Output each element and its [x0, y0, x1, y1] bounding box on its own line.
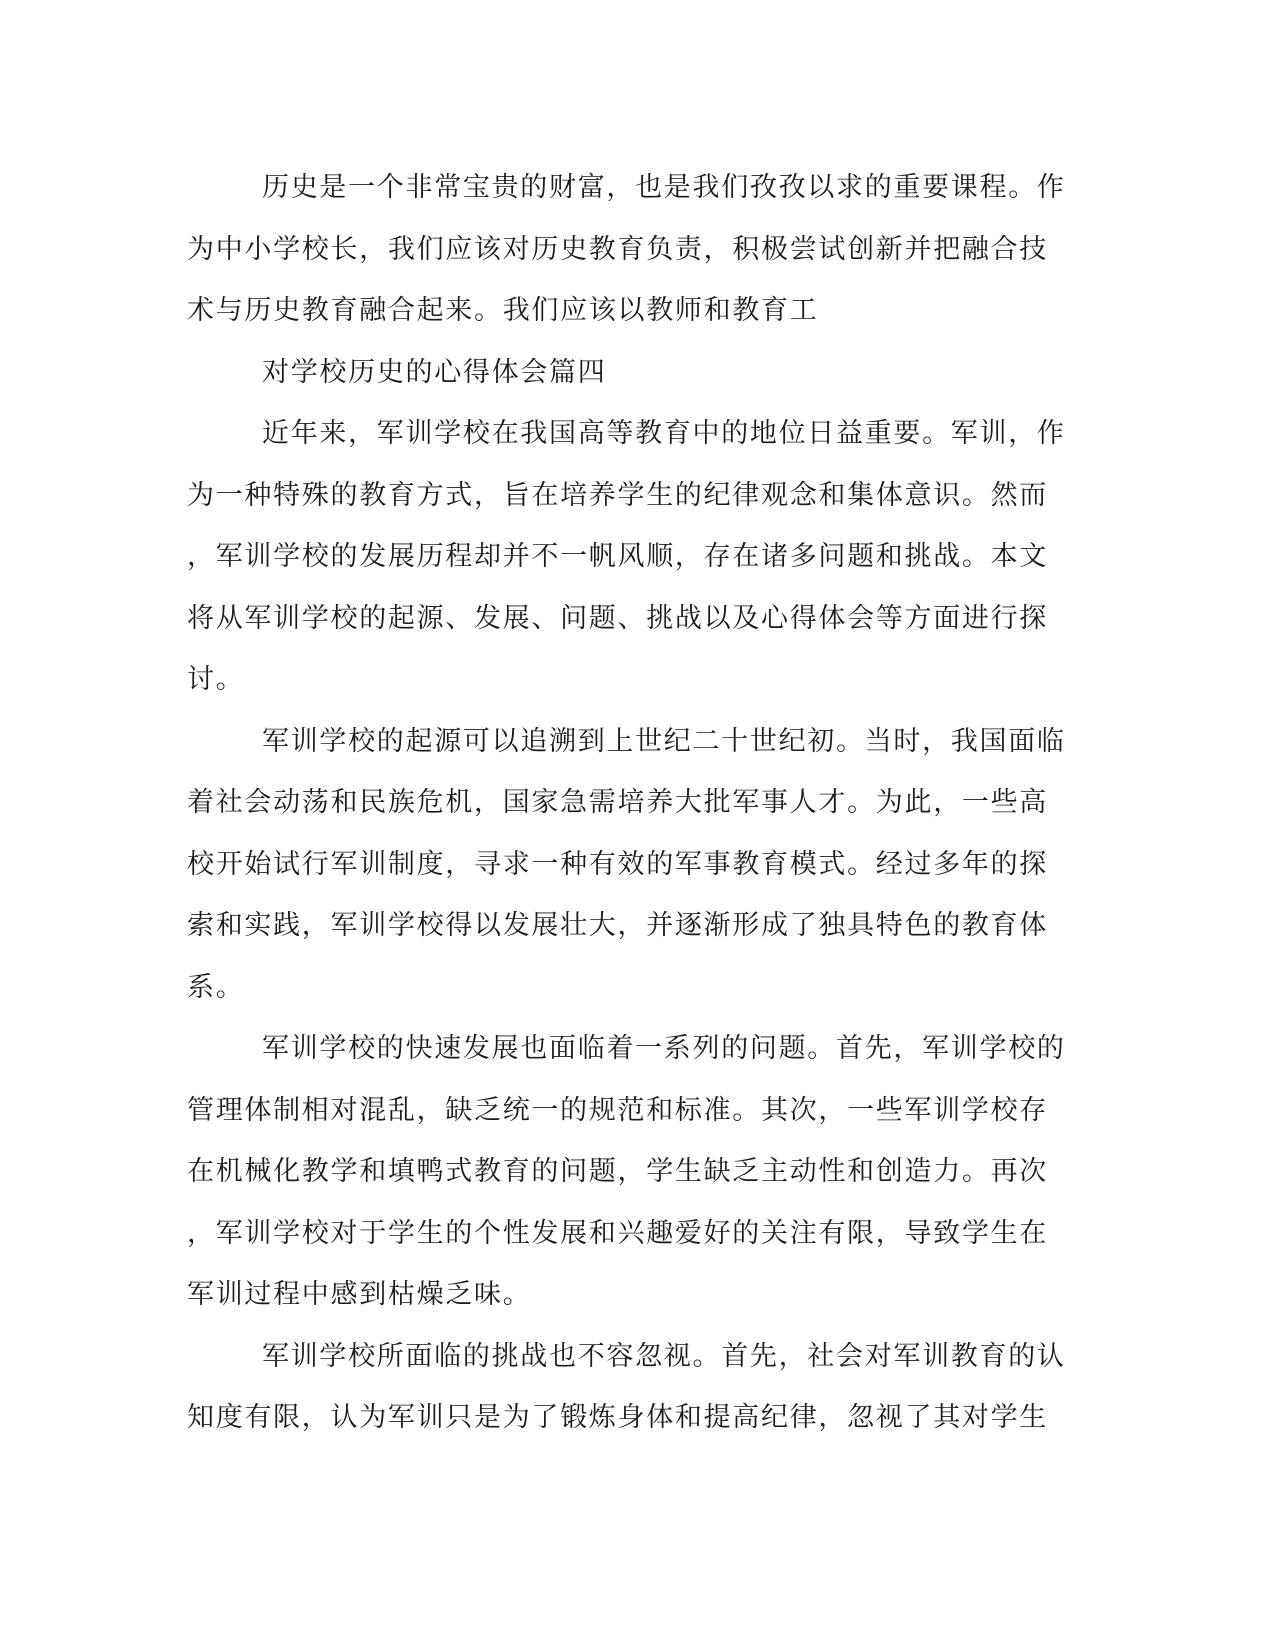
document-body: [187, 157, 1087, 1449]
text-line: 着社会动荡和民族危机，国家急需培养大批军事人才。为此，一些高: [187, 787, 1048, 818]
section-heading: 对学校历史的心得体会篇四: [262, 356, 607, 388]
text-line: 将从军训学校的起源、发展、问题、挑战以及心得体会等方面进行探: [187, 602, 1048, 634]
text-line: 近年来，军训学校在我国高等教育中的地位日益重要。军训，作: [262, 418, 1066, 449]
text-line: 为中小学校长，我们应该对历史教育负责，积极尝试创新并把融合技: [187, 233, 1048, 265]
text-line: ，军训学校对于学生的个性发展和兴趣爱好的关注有限，导致学生在: [187, 1217, 1048, 1249]
text-line: 历史是一个非常宝贵的财富，也是我们孜孜以求的重要课程。作: [262, 172, 1066, 203]
text-line: ，军训学校的发展历程却并不一帆风顺，存在诸多问题和挑战。本文: [187, 541, 1048, 572]
text-line: 术与历史教育融合起来。我们应该以教师和教育工: [187, 295, 819, 326]
text-line: 索和实践，军训学校得以发展壮大，并逐渐形成了独具特色的教育体: [187, 910, 1048, 941]
text-line: 知度有限，认为军训只是为了锻炼身体和提高纪律，忽视了其对学生: [187, 1402, 1048, 1433]
text-line: 军训过程中感到枯燥乏味。: [187, 1279, 532, 1310]
text-line: 校开始试行军训制度，寻求一种有效的军事教育模式。经过多年的探: [187, 848, 1048, 880]
text-line: 军训学校的快速发展也面临着一系列的问题。首先，军训学校的: [262, 1033, 1066, 1064]
text-line: 军训学校的起源可以追溯到上世纪二十世纪初。当时，我国面临: [262, 725, 1066, 757]
text-line: 军训学校所面临的挑战也不容忽视。首先，社会对军训教育的认: [262, 1340, 1066, 1372]
text-line: 在机械化教学和填鸭式教育的问题，学生缺乏主动性和创造力。再次: [187, 1156, 1048, 1187]
text-line: 为一种特殊的教育方式，旨在培养学生的纪律观念和集体意识。然而: [187, 479, 1048, 511]
text-line: 讨。: [187, 664, 245, 695]
text-line: 系。: [187, 971, 245, 1003]
text-line: 管理体制相对混乱，缺乏统一的规范和标准。其次，一些军训学校存: [187, 1094, 1048, 1126]
